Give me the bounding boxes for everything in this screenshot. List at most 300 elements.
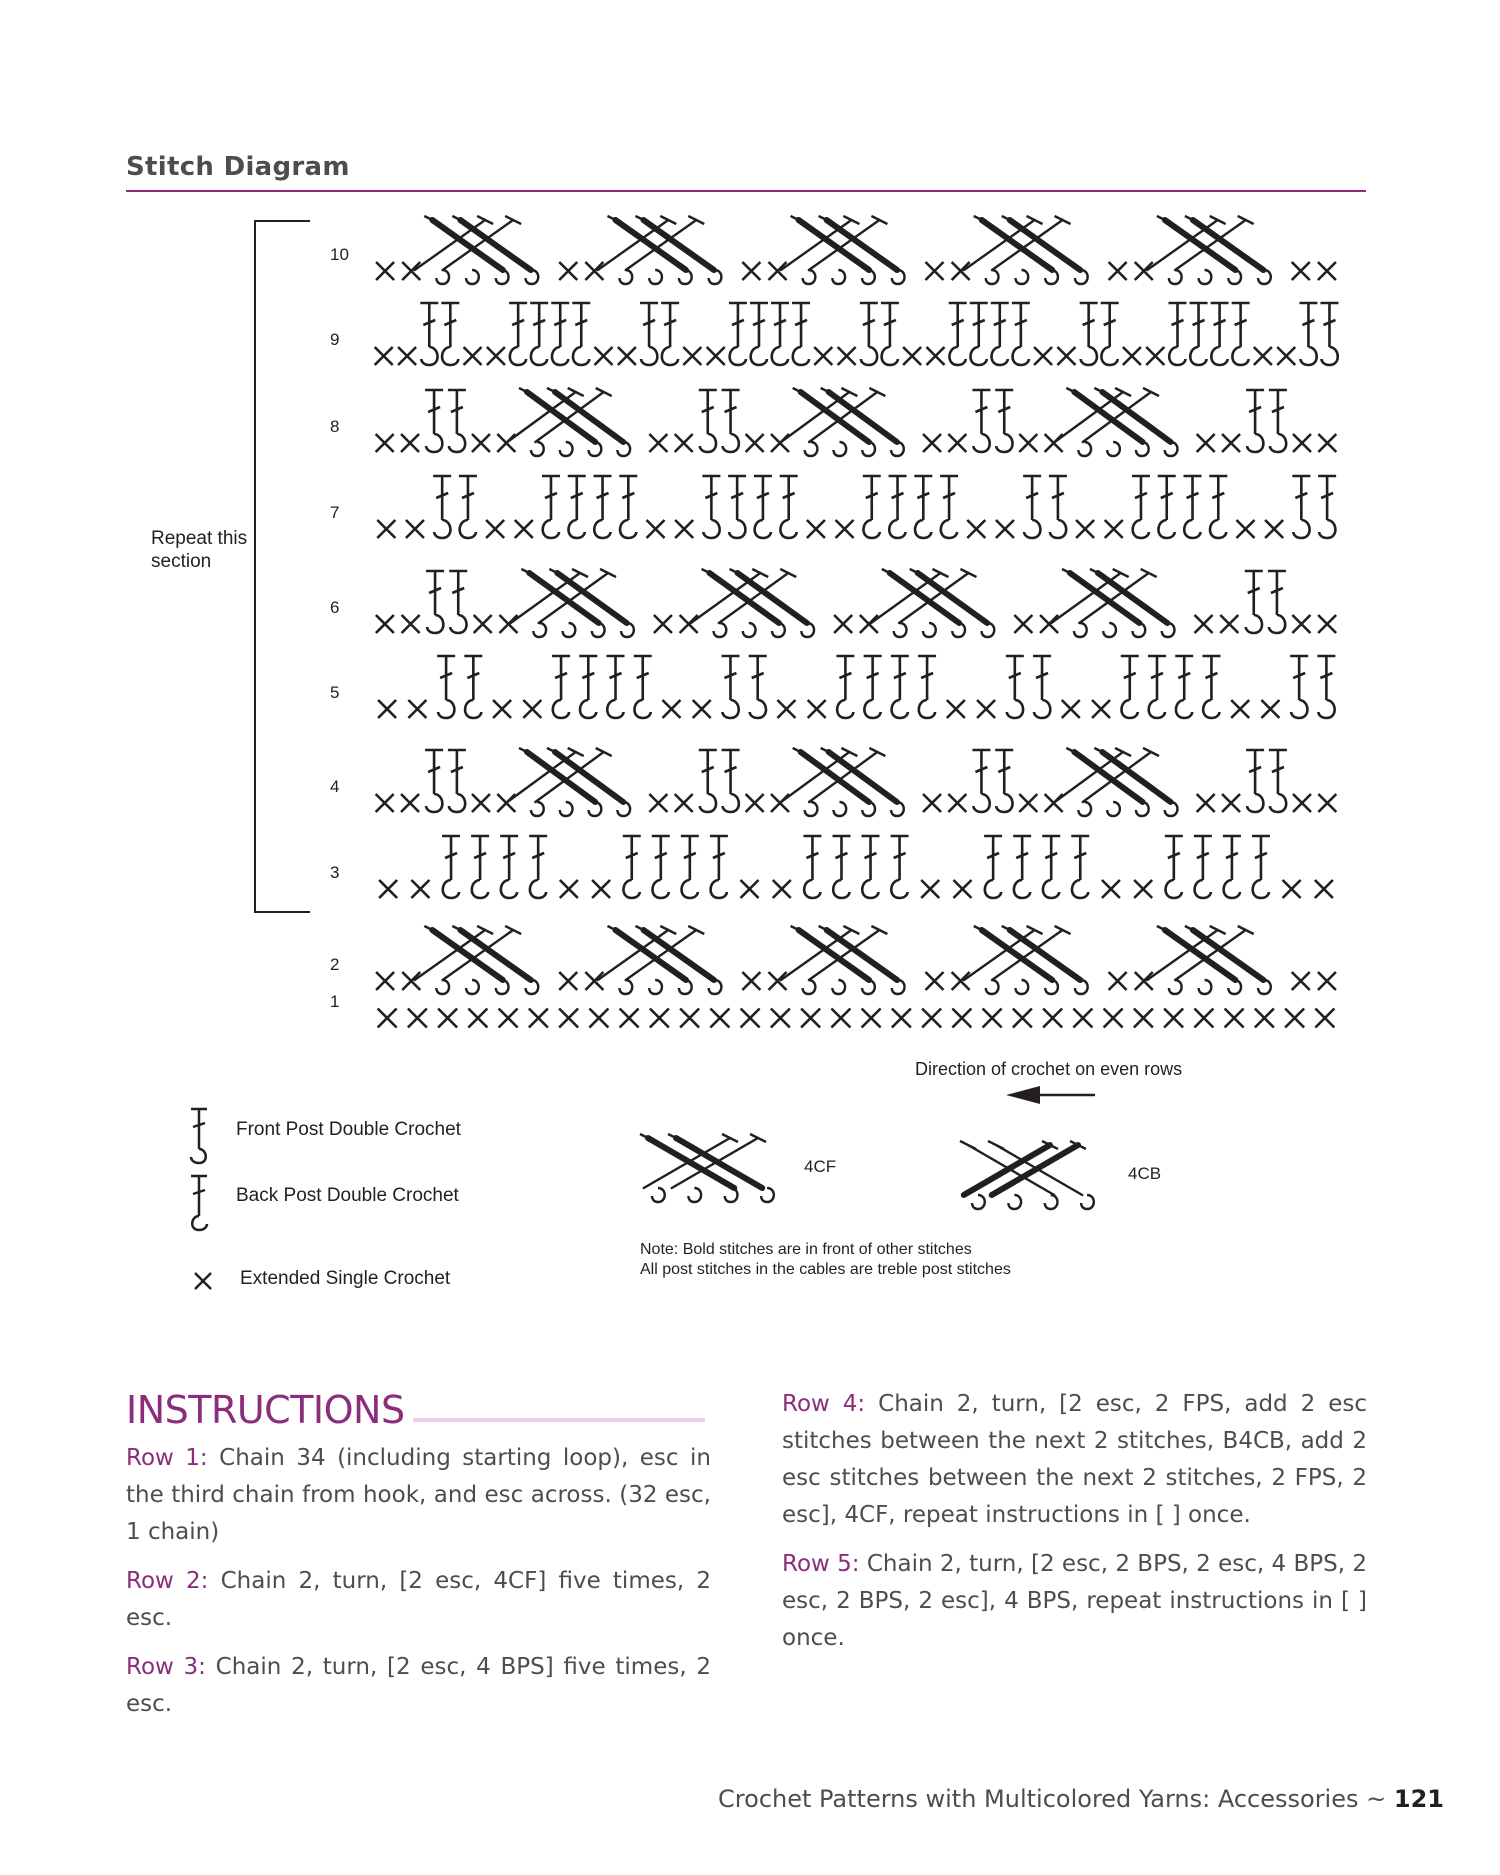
esc-stitch [680,615,698,633]
bpdc-stitch [1190,303,1208,365]
fpdc-stitch [699,390,717,452]
bpdc-stitch [652,836,670,898]
esc-stitch [406,520,424,538]
esc-stitch [1043,1009,1062,1028]
esc-stitch [948,794,966,812]
page-footer [718,1785,1444,1813]
esc-stitch [923,434,941,452]
bpdc-stitch [579,656,597,718]
esc-stitch [953,880,971,898]
bpdc-stitch [1252,836,1270,898]
esc-stitch [1092,700,1110,718]
bpdc-stitch [1202,656,1220,718]
esc-stitch [408,1009,427,1028]
cable-post [415,220,486,270]
esc-stitch [487,347,505,365]
bpdc-stitch [914,476,932,538]
bpdc-stitch [918,656,936,718]
esc-stitch [977,700,995,718]
bpdc-stitch [464,656,482,718]
row-2-label: Row 2: [126,1568,209,1594]
esc-stitch [1146,347,1164,365]
esc-stitch [402,615,420,633]
fpdc-stitch [721,656,739,718]
esc-stitch [741,1009,760,1028]
fpdc-stitch [425,390,443,452]
diagram-note [640,1240,1140,1280]
esc-stitch [472,794,490,812]
fpdc-stitch [1269,390,1287,452]
bpdc-stitch [634,656,652,718]
bpdc-stitch [1165,836,1183,898]
cable-post [719,573,788,623]
bpdc-stitch [984,836,1002,898]
fpdc-stitch [420,303,438,365]
esc-stitch [1164,1009,1183,1028]
fpdc-stitch [425,750,443,812]
row-4-label: Row 4: [782,1391,866,1417]
esc-stitch [680,1009,699,1028]
esc-stitch [1292,615,1310,633]
fpdc-stitch [1318,476,1336,538]
esc-stitch [925,972,943,990]
row-number: 10 [330,245,349,264]
back-post-double-crochet-icon [185,1172,215,1236]
stitch-row-6 [376,569,1336,637]
stitch-row-2 [376,926,1336,994]
bpdc-stitch [754,476,772,538]
direction-arrow-icon [1006,1086,1095,1104]
esc-stitch [1318,794,1336,812]
fpdc-stitch [448,750,466,812]
esc-stitch [834,615,852,633]
direction-label: Direction of crochet on even rows [915,1059,1183,1079]
stitch-row-4 [376,748,1337,816]
front-post-double-crochet-icon [185,1105,215,1169]
esc-stitch [376,972,394,990]
esc-stitch [1254,347,1272,365]
esc-stitch [1315,880,1333,898]
row-5-instruction [782,1546,1367,1657]
esc-stitch [741,880,759,898]
bpdc-stitch [792,303,810,365]
esc-stitch [1034,347,1052,365]
bpdc-stitch [594,476,612,538]
fpdc-stitch [1080,303,1098,365]
esc-stitch [922,1009,941,1028]
bpdc-stitch [572,303,590,365]
esc-stitch [808,700,826,718]
stitch-row-3 [379,836,1333,898]
esc-stitch [1265,520,1283,538]
section-divider [126,190,1366,192]
fpdc-stitch [1299,303,1317,365]
esc-stitch [831,1009,850,1028]
esc-stitch [411,880,429,898]
cable-post [899,573,968,623]
bpdc-stitch [1232,303,1250,365]
esc-stitch [401,434,419,452]
esc-stitch [376,794,394,812]
esc-stitch [1135,262,1153,280]
bpdc-stitch [551,303,569,365]
fpdc-stitch [1049,476,1067,538]
fpdc-stitch [995,750,1013,812]
esc-stitch [769,972,787,990]
legend-bpdc-label: Back Post Double Crochet [236,1185,459,1206]
fpdc-stitch [437,656,455,718]
esc-stitch [1073,1009,1092,1028]
esc-stitch [1255,1009,1274,1028]
cable-post [443,220,514,270]
cable-post [1147,220,1218,270]
row-number: 1 [330,992,340,1011]
fpdc-stitch [702,476,720,538]
bpdc-stitch [1101,303,1119,365]
cable-post [598,930,669,980]
bpdc-stitch [1012,303,1030,365]
cable-post [781,220,852,270]
bpdc-stitch [891,656,909,718]
esc-stitch [585,972,603,990]
bpdc-stitch [1223,836,1241,898]
esc-stitch [1013,1009,1032,1028]
esc-stitch [1292,262,1310,280]
esc-stitch [1318,434,1336,452]
esc-stitch [1134,1009,1153,1028]
cable-4cb-icon [960,1141,1094,1209]
fpdc-stitch [1246,750,1264,812]
bpdc-stitch [1042,836,1060,898]
section-title: Stitch Diagram [126,152,350,182]
row-1-text: Chain 34 (including starting loop), esc in the third chain from hook, and esc across. (32 esc, 1 chain) [126,1445,711,1545]
stitch-row-7 [377,476,1336,538]
row-5-label: Row 5: [782,1551,860,1577]
extended-single-crochet-icon [192,1270,214,1292]
footer-book-title: Crochet Patterns with Multicolored Yarns: Accessories [718,1785,1359,1813]
cable-post [992,220,1063,270]
esc-stitch [1231,700,1249,718]
esc-stitch [903,347,921,365]
fpdc-stitch [1023,476,1041,538]
bpdc-stitch [568,476,586,538]
stitch-rows [375,216,1339,1028]
esc-stitch [742,262,760,280]
note-line-1: Note: Bold stitches are in front of other stitches [640,1241,972,1258]
cable-post [1079,573,1148,623]
esc-stitch [559,262,577,280]
esc-stitch [1318,262,1336,280]
esc-stitch [773,880,791,898]
bpdc-stitch [441,303,459,365]
esc-stitch [769,262,787,280]
row-3-instruction [126,1649,711,1723]
esc-stitch [1135,972,1153,990]
cable-post [992,930,1063,980]
esc-stitch [378,700,396,718]
esc-stitch [1277,347,1295,365]
cable-post [1051,573,1120,623]
cable-post [511,573,580,623]
esc-stitch [468,1009,487,1028]
esc-stitch [377,520,395,538]
esc-stitch [1292,972,1310,990]
esc-stitch [777,700,795,718]
row-number: 9 [330,330,340,349]
esc-stitch [650,1009,669,1028]
esc-stitch [1057,347,1075,365]
esc-stitch [472,434,490,452]
fpdc-stitch [1290,656,1308,718]
cable-post [964,930,1035,980]
esc-stitch [1102,880,1120,898]
fpdc-stitch [722,390,740,452]
bpdc-stitch [1158,476,1176,538]
esc-stitch [376,615,394,633]
bpdc-stitch [1121,656,1139,718]
cable-post [539,573,608,623]
bpdc-stitch [623,836,641,898]
bpdc-stitch [1211,303,1229,365]
esc-stitch [1236,520,1254,538]
bpdc-stitch [471,836,489,898]
fpdc-stitch [1268,571,1286,633]
bpdc-stitch [771,303,789,365]
cable-post [626,220,697,270]
row-3-label: Row 3: [126,1654,206,1680]
esc-stitch [683,347,701,365]
esc-stitch [1318,615,1336,633]
bpdc-stitch [832,836,850,898]
cable-post [1175,930,1246,980]
cable-post [781,930,852,980]
bpdc-stitch [1175,656,1193,718]
bpdc-stitch [940,476,958,538]
bpdc-stitch [863,476,881,538]
esc-stitch [925,262,943,280]
bpdc-stitch [552,656,570,718]
cable-post [1175,220,1246,270]
bpdc-stitch [1148,656,1166,718]
fpdc-stitch [722,750,740,812]
esc-stitch [983,1009,1002,1028]
esc-stitch [1222,794,1240,812]
esc-stitch [675,520,693,538]
esc-stitch [378,1009,397,1028]
esc-stitch [559,972,577,990]
bpdc-stitch [1184,476,1202,538]
esc-stitch [1318,972,1336,990]
bpdc-stitch [1071,836,1089,898]
esc-stitch [379,880,397,898]
row-2-text: Chain 2, turn, [2 esc, 4CF] five times, 2 esc. [126,1568,711,1631]
legend-esc-label: Extended Single Crochet [240,1268,451,1289]
esc-stitch [401,794,419,812]
stitch-row-9 [375,303,1339,365]
footer-separator: ~ [1366,1785,1387,1813]
fpdc-stitch [972,390,990,452]
esc-stitch [1283,880,1301,898]
esc-stitch [529,1009,548,1028]
row-4-text: Chain 2, turn, [2 esc, 2 FPS, add 2 esc stitches between the next 2 stitches, B4CB, add 2 esc stitches between the next 2 stitches, 2 FPS, 2 esc], 4CF, repeat instructions in [ ] once. [782,1391,1367,1528]
repeat-label: Repeat this section [151,528,248,572]
stitch-row-8 [376,388,1337,456]
esc-stitch [952,1009,971,1028]
esc-stitch [1134,880,1152,898]
cable-4cf-label: 4CF [804,1157,837,1176]
row-5-text: Chain 2, turn, [2 esc, 2 BPS, 2 esc, 4 BPS, 2 esc, 2 BPS, 2 esc], 4 BPS, repeat instructions in [ ] once. [782,1551,1367,1651]
row-3-text: Chain 2, turn, [2 esc, 4 BPS] five times, 2 esc. [126,1654,711,1717]
bpdc-stitch [681,836,699,898]
esc-stitch [921,880,939,898]
esc-stitch [710,1009,729,1028]
esc-stitch [742,972,760,990]
esc-stitch [402,972,420,990]
esc-stitch [585,262,603,280]
bpdc-stitch [889,476,907,538]
esc-stitch [862,1009,881,1028]
cable-post [809,930,880,980]
esc-stitch [1195,615,1213,633]
row-2-instruction [126,1563,711,1637]
esc-stitch [967,520,985,538]
stitch-row-10 [376,216,1336,284]
esc-stitch [438,1009,457,1028]
fpdc-stitch [1006,656,1024,718]
esc-stitch [1197,434,1215,452]
fpdc-stitch [1269,750,1287,812]
bpdc-stitch [750,303,768,365]
bpdc-stitch [500,836,518,898]
fpdc-stitch [728,476,746,538]
esc-stitch [594,347,612,365]
esc-stitch [376,262,394,280]
fpdc-stitch [1033,656,1051,718]
esc-stitch [814,347,832,365]
esc-stitch [474,615,492,633]
row-1-label: Row 1: [126,1445,208,1471]
cable-post [691,573,760,623]
esc-stitch [892,1009,911,1028]
cable-post [598,220,669,270]
esc-stitch [560,880,578,898]
bpdc-stitch [1013,836,1031,898]
fpdc-stitch [1245,571,1263,633]
fpdc-stitch [699,750,717,812]
esc-stitch [1076,520,1094,538]
fpdc-stitch [1292,476,1310,538]
esc-stitch [1123,347,1141,365]
esc-stitch [499,615,517,633]
bpdc-stitch [1168,303,1186,365]
esc-stitch [1225,1009,1244,1028]
stitch-diagram [0,200,1500,1350]
bpdc-stitch [459,476,477,538]
fpdc-stitch [448,390,466,452]
bpdc-stitch [530,303,548,365]
esc-stitch [649,434,667,452]
instructions-right-column [782,1386,1367,1669]
instructions-left-column [126,1440,711,1735]
esc-stitch [675,434,693,452]
row-number: 2 [330,955,340,974]
bpdc-stitch [991,303,1009,365]
esc-stitch [801,1009,820,1028]
cable-4cf-icon [640,1134,774,1202]
esc-stitch [807,520,825,538]
row-number: 4 [330,777,340,796]
row-number: 7 [330,503,340,522]
esc-stitch [662,700,680,718]
esc-stitch [1040,615,1058,633]
esc-stitch [620,1009,639,1028]
fpdc-stitch [749,656,767,718]
esc-stitch [1014,615,1032,633]
cable-4cb-label: 4CB [1128,1164,1162,1183]
bpdc-stitch [619,476,637,538]
bpdc-stitch [661,303,679,365]
cable-post [626,930,697,980]
esc-stitch [923,794,941,812]
fpdc-stitch [1246,390,1264,452]
esc-stitch [1104,1009,1123,1028]
instructions-divider [413,1418,705,1422]
bpdc-stitch [862,836,880,898]
fpdc-stitch [860,303,878,365]
stitch-row-1 [378,1009,1335,1028]
esc-stitch [398,347,416,365]
esc-stitch [926,347,944,365]
esc-stitch [654,615,672,633]
bpdc-stitch [542,476,560,538]
esc-stitch [947,700,965,718]
esc-stitch [952,262,970,280]
bpdc-stitch [1209,476,1227,538]
esc-stitch [707,347,725,365]
esc-stitch [948,434,966,452]
esc-stitch [838,347,856,365]
bpdc-stitch [509,303,527,365]
esc-stitch [1197,794,1215,812]
esc-stitch [1315,1009,1334,1028]
fpdc-stitch [426,571,444,633]
esc-stitch [523,700,541,718]
bpdc-stitch [729,303,747,365]
esc-stitch [1293,434,1311,452]
row-number: 6 [330,598,340,617]
esc-stitch [592,880,610,898]
cable-post [871,573,940,623]
legend-fpdc-label: Front Post Double Crochet [236,1119,461,1140]
esc-stitch [408,700,426,718]
esc-stitch [1109,972,1127,990]
esc-stitch [1109,262,1127,280]
row-numbers [330,245,349,1011]
bpdc-stitch [803,836,821,898]
bpdc-stitch [949,303,967,365]
esc-stitch [464,347,482,365]
row-4-instruction [782,1386,1367,1534]
page-number: 121 [1393,1785,1444,1813]
esc-stitch [746,434,764,452]
instructions-heading: INSTRUCTIONS [126,1388,405,1432]
esc-stitch [746,794,764,812]
cable-post [809,220,880,270]
stitch-row-5 [378,656,1335,718]
note-line-2: All post stitches in the cables are treble post stitches [640,1261,1011,1278]
bpdc-stitch [442,836,460,898]
esc-stitch [860,615,878,633]
